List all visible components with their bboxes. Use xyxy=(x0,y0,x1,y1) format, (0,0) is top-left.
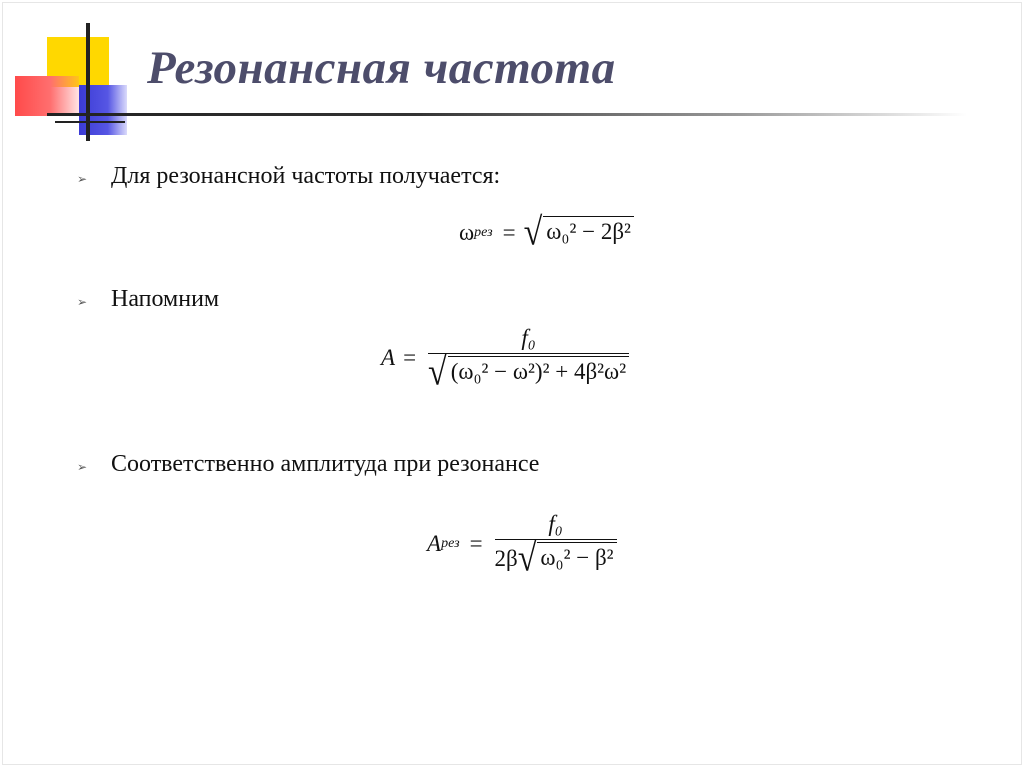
formula-radicand: (ω₀² − ω²)² + 4β²ω² xyxy=(448,356,629,390)
title-underline xyxy=(47,113,967,116)
formula-equals: = xyxy=(502,220,516,245)
formula-fraction xyxy=(428,325,629,394)
formula-sqrt: √ (ω₀² − ω²)² + 4β²ω² xyxy=(428,356,629,390)
formula-radicand: ω₀² − 2β² xyxy=(543,216,634,250)
slide xyxy=(2,2,1022,765)
logo-vertical-line xyxy=(86,23,90,141)
formula-lhs-symbol: ω xyxy=(459,220,475,245)
formula-numerator: f₀ xyxy=(521,325,536,350)
slide-title: Резонансная частота xyxy=(147,42,616,94)
logo-red-square xyxy=(15,76,79,116)
formula-equals: = xyxy=(469,530,483,556)
bullet-arrow-icon: ➢ xyxy=(77,172,88,186)
formula-fraction xyxy=(494,511,617,580)
bullet-arrow-icon: ➢ xyxy=(77,460,88,474)
formula-sqrt: √ ω₀² − β² xyxy=(518,542,617,576)
formula-resonant-frequency xyxy=(459,211,634,254)
title-underline-accent xyxy=(55,121,125,123)
bullet-text: Для резонансной частоты получается: xyxy=(111,163,501,189)
formula-lhs-subscript: рез xyxy=(474,225,493,240)
formula-lhs: A xyxy=(381,344,396,370)
formula-resonant-amplitude xyxy=(427,511,617,580)
formula-numerator: f₀ xyxy=(548,511,563,536)
formula-lhs-symbol: A xyxy=(427,530,442,556)
formula-radicand: ω₀² − β² xyxy=(537,542,616,576)
formula-lhs-subscript: рез xyxy=(441,535,460,551)
bullet-text: Напомним xyxy=(111,286,220,312)
formula-amplitude xyxy=(381,325,629,394)
formula-denominator-factor: 2β xyxy=(494,546,518,571)
bullet-arrow-icon: ➢ xyxy=(77,295,88,309)
bullet-text: Соответственно амплитуда при резонансе xyxy=(111,451,540,477)
formula-sqrt: √ ω₀² − 2β² xyxy=(524,216,634,250)
formula-equals: = xyxy=(403,344,417,370)
